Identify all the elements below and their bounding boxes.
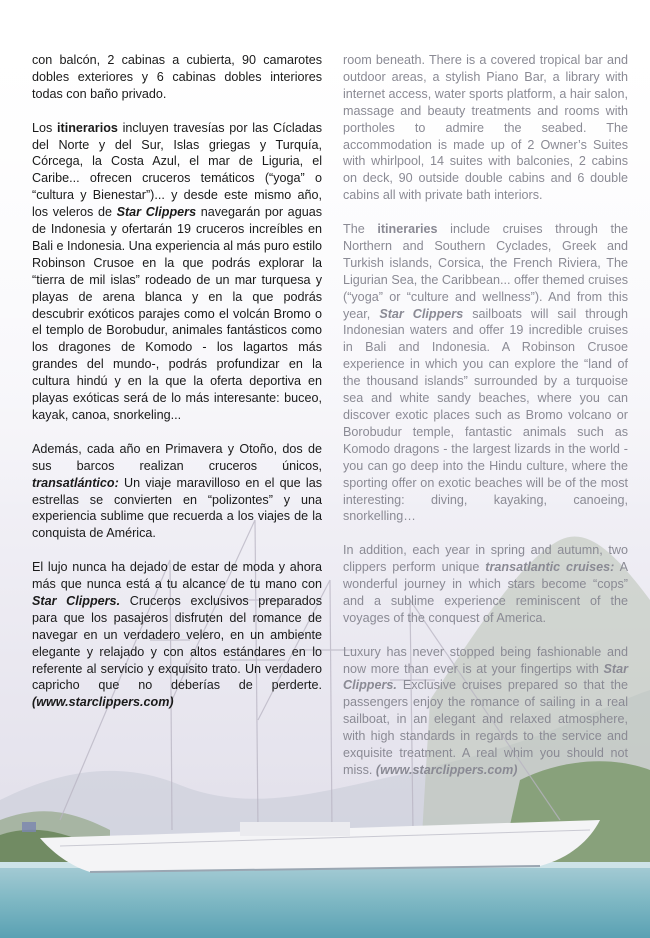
transatlantic-term: transatlántico:	[32, 475, 119, 490]
english-column	[343, 52, 628, 796]
brand-name: Star Clippers	[379, 306, 464, 321]
itineraries-term: itineraries	[377, 222, 438, 237]
paragraph: room beneath. There is a covered tropical bar and outdoor areas, a stylish Piano Bar, a library with internet access, water sports platform, a hair salon, massage and beauty treatments and rooms with portholes to admire the seabed. The accommodation is made up of 2 Owner’s Suites with whirlpool, 14 suites with balconies, 2 cabins on deck, 90 outside double cabins and 6 double cabins all with private bath interiors.	[343, 53, 628, 203]
website-url: (www.starclippers.com)	[32, 695, 174, 710]
brand-name: Star Clippers.	[32, 593, 121, 608]
spanish-column	[32, 52, 322, 728]
paragraph: In addition, each year in spring and autumn, two clippers perform unique transatlantic cruises: A wonderful journey in which stars become “cops” and a sublime experience reminiscent of the voyages of the conquest of America.	[343, 543, 628, 625]
website-url: (www.starclippers.com)	[375, 763, 518, 778]
brand-name: Star Clippers	[116, 205, 197, 220]
brand-name: Star Clippers.	[343, 661, 628, 693]
paragraph: con balcón, 2 cabinas a cubierta, 90 camarotes dobles exteriores y 6 cabinas dobles interiores todas con baño privado.	[32, 53, 322, 101]
paragraph: El lujo nunca ha dejado de estar de moda y ahora más que nunca está a tu alcance de tu mano con Star Clippers. Cruceros exclusivos preparados para que los pasajeros disfruten del romance de navegar en un verdadero velero, en un ambiente elegante y relajado y con altos estándares en lo referente al servicio y exquisito trato. Un verdadero capricho que no deberías de perderte. (www.starclippers.com)	[32, 560, 323, 710]
paragraph: Además, cada año en Primavera y Otoño, dos de sus barcos realizan cruceros únicos, transatlántico: Un viaje maravilloso en el que las estrellas se convierten en “polizontes” y una experiencia sublime que recuerda a los viajes de la conquista de América.	[32, 441, 322, 541]
transatlantic-term: transatlantic cruises:	[485, 560, 615, 575]
paragraph: Luxury has never stopped being fashionable and now more than ever is at your fingertips with Star Clippers. Exclusive cruises prepared so that the passengers enjoy the romance of sailing in a real sailboat, in an elegant and relaxed atmosphere, with high standards in regards to the service and exquisite treatment. A real whim you should not miss. (www.starclippers.com)	[343, 644, 628, 778]
paragraph: Los itinerarios incluyen travesías por las Cícladas del Norte y del Sur, Islas griegas y Turquía, Córcega, la Costa Azul, el mar de Liguria, el Caribe... ofrecen cruceros temáticos (“yoga” o “cultura y Bienestar”)... y desde este mismo año, los veleros de Star Clippers navegarán por aguas de Indonesia y ofertarán 19 cruceros increíbles en Bali e Indonesia. Una experiencia al más puro estilo Robinson Crusoe en la que podrás explorar la “tierra de mil islas” rodeado de un mar turquesa y playas de arena blanca y en la que podrás descubrir exóticos parajes como el volcán Bromo o el templo de Borobudur, animales fantásticos como los dragones de Komodo - los lagartos más grandes del mundo-, podrás profundizar en la cultura hindú y en la que la oferta deportiva en playas exóticas será de lo más interesante: buceo, kayak, canoa, snorkeling...	[32, 120, 323, 423]
paragraph: The itineraries include cruises through the Northern and Southern Cyclades, Greek and Turkish islands, Corsica, the French Riviera, The Ligurian Sea, the Caribbean... offer themed cruises (“yoga” or “culture and wellness”). And from this year, Star Clippers sailboats will sail through Indonesian waters and offer 19 incredible cruises in Bali and Indonesia. A Robinson Crusoe experience in which you can explore the “land of the thousand islands” surrounded by a turquoise sea and white sandy beaches, where you can discover exotic places such as Bromo volcano or Borobudur temple, fantastic animals such as Komodo dragons - the largest lizards in the world - you can go deep into the Hindu culture, where the sporting offer on exotic beaches will be of the most interesting: diving, kayaking, canoeing, snorkelling…	[343, 222, 629, 524]
itineraries-term: itinerarios	[57, 120, 118, 135]
